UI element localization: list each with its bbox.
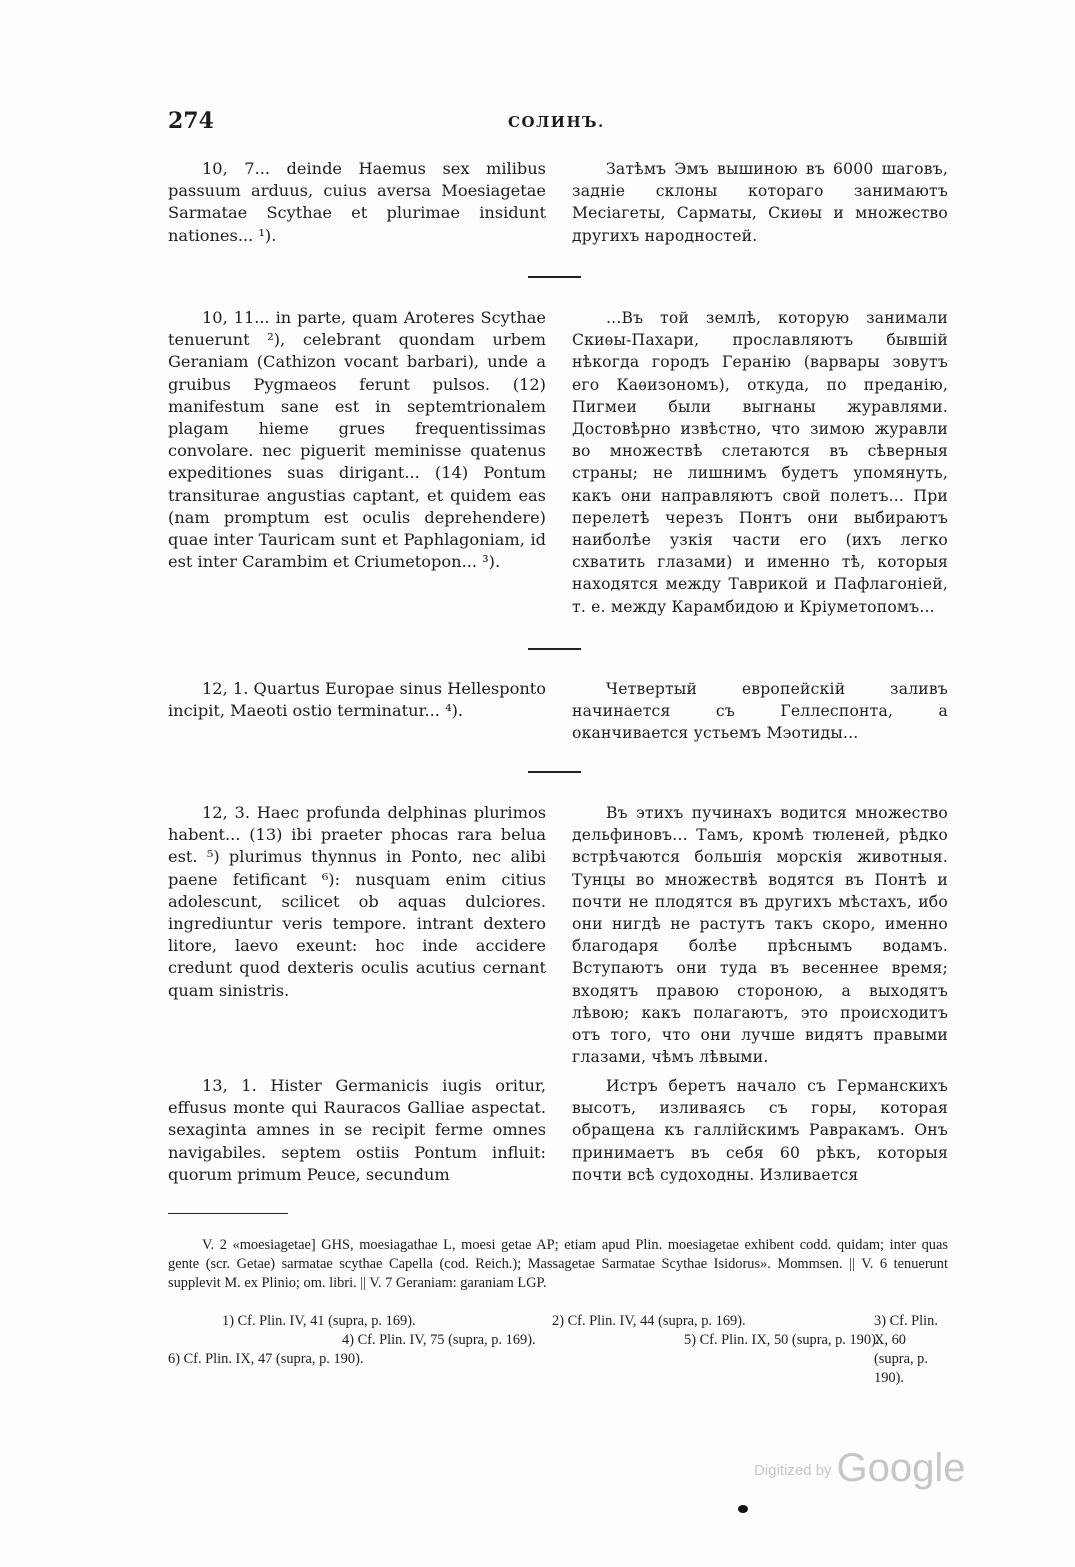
footnote-3: 3) Cf. Plin. X, 60 (supra, p. 190).	[874, 1313, 938, 1386]
google-logo: Google	[836, 1446, 966, 1490]
ink-spot	[738, 1505, 748, 1513]
critical-apparatus: V. 2 «moesiagetae] GHS, moesiagathae L, moesi getae AP; etiam apud Plin. moesiagetae exhibent codd. quidam; inter quas gente (scr. Getae) sarmatae scythae Capella (cod. Reich.); Massagetae Sarmatae Scythae Isidorus». Mommsen. || V. 6 tenuerunt supplevit M. ex Plinio; om. libri. || V. 7 Geraniam: garaniam LGP.	[168, 1237, 948, 1291]
latin-text: 13, 1. Hister Germanicis iugis oritur, effusus monte qui Rauracos Galliae aspectat. sexaginta amnes in se recipit ferme omnes navigabiles. septem ostiis Pontum influit: quorum primum Peuce, secundum	[168, 1076, 546, 1184]
latin-text: 12, 1. Quartus Europae sinus Hellesponto incipit, Maeoti ostio terminatur... ⁴).	[168, 679, 546, 721]
footnote-2: 2) Cf. Plin. IV, 44 (supra, p. 169).	[552, 1313, 746, 1329]
footnote-1: 1) Cf. Plin. IV, 41 (supra, p. 169).	[222, 1313, 416, 1329]
latin-text: 12, 3. Haec profunda delphinas plurimos habent... (13) ibi praeter phocas rara belua est. ⁵) plurimus thynnus in Ponto, nec alibi paene fetificant ⁶): nusquam enim citius adolescunt, scilicet ob aquas dulciores. ingrediuntur veris tempore. intrant dextero litore, laevo exeunt: hoc inde accidere credunt quod dexteris oculis acutius cernant quam sinistris.	[168, 803, 546, 1000]
section-divider	[528, 276, 581, 278]
section-divider	[528, 648, 581, 650]
footnote-5: 5) Cf. Plin. IX, 50 (supra, p. 190).	[684, 1332, 880, 1348]
russian-text: Четвертый европейскій заливъ начинается съ Геллеспонта, а оканчивается устьемъ Мэотиды...	[572, 680, 948, 743]
section-divider	[528, 771, 581, 773]
footnote-6: 6) Cf. Plin. IX, 47 (supra, p. 190).	[168, 1351, 364, 1367]
running-head: СОЛИНЪ.	[508, 113, 605, 131]
russian-text: Истръ беретъ начало съ Германскихъ высотъ, изливаясь съ горы, которая обращена къ галлійскимъ Равракамъ. Онъ принимаетъ въ себя 60 рѣкъ, которыя почти всѣ судоходны. Изливается	[572, 1077, 948, 1184]
latin-text: 10, 7... deinde Haemus sex milibus passuum arduus, cuius aversa Moesiagetae Sarmatae Scythae et plurimae insidunt nationes... ¹).	[168, 159, 546, 245]
footnote-rule	[168, 1213, 288, 1214]
footnote-4: 4) Cf. Plin. IV, 75 (supra, p. 169).	[342, 1332, 536, 1348]
page-number: 274	[168, 108, 214, 134]
russian-text: Затѣмъ Эмъ вышиною въ 6000 шаговъ, задніе склоны котораго занимаютъ Месіагеты, Сарматы, Скиѳы и множество другихъ народностей.	[572, 160, 948, 245]
latin-text: 10, 11... in parte, quam Aroteres Scythae tenuerunt ²), celebrant quondam urbem Geraniam (Cathizon vocant barbari), unde a gruibus Pygmaeos ferunt pulsos. (12) manifestum sane est in septemtrionalem plagam hieme grues frequentissimas convolare. nec piguerit meminisse quatenus expeditiones suas dirigant... (14) Pontum transiturae angustias captant, et quidem eas (nam promptum est oculis deprehendere) quae inter Tauricam sunt et Paphlagoniam, id est inter Carambim et Criumetopon... ³).	[168, 308, 546, 572]
russian-text: ...Въ той землѣ, которую занимали Скиѳы-Пахари, прославляютъ бывшій нѣкогда городъ Геранію (варвары зовутъ его Каѳизономъ), откуда, по преданію, Пигмеи были выгнаны журавлями. Достовѣрно извѣстно, что зимою журавли во множествѣ слетаются въ сѣверныя страны; не лишнимъ будетъ упомянуть, какъ они направляютъ свой полетъ... При перелетѣ черезъ Понтъ они выбираютъ наиболѣе узкія части его (ихъ легко схватить глазами) и именно тѣ, которыя находятся между Таврикой и Пафлагоніей, т. е. между Карамбидою и Кріуметопомъ...	[572, 309, 948, 616]
digitized-by-google-watermark	[754, 1446, 966, 1491]
russian-text: Въ этихъ пучинахъ водится множество дельфиновъ... Тамъ, кромѣ тюленей, рѣдко встрѣчаются большія морскія животныя. Тунцы во множествѣ водятся въ Понтѣ и почти не плодятся въ другихъ мѣстахъ, ибо они нигдѣ не растутъ такъ скоро, именно благодаря болѣе прѣснымъ водамъ. Вступаютъ они туда въ весеннее время; входятъ правою стороною, а выходятъ лѣвою; какъ полагаютъ, это происходитъ отъ того, что они лучше видятъ правыми глазами, чѣмъ лѣвыми.	[572, 804, 948, 1067]
watermark-prefix: Digitized by	[754, 1462, 832, 1479]
